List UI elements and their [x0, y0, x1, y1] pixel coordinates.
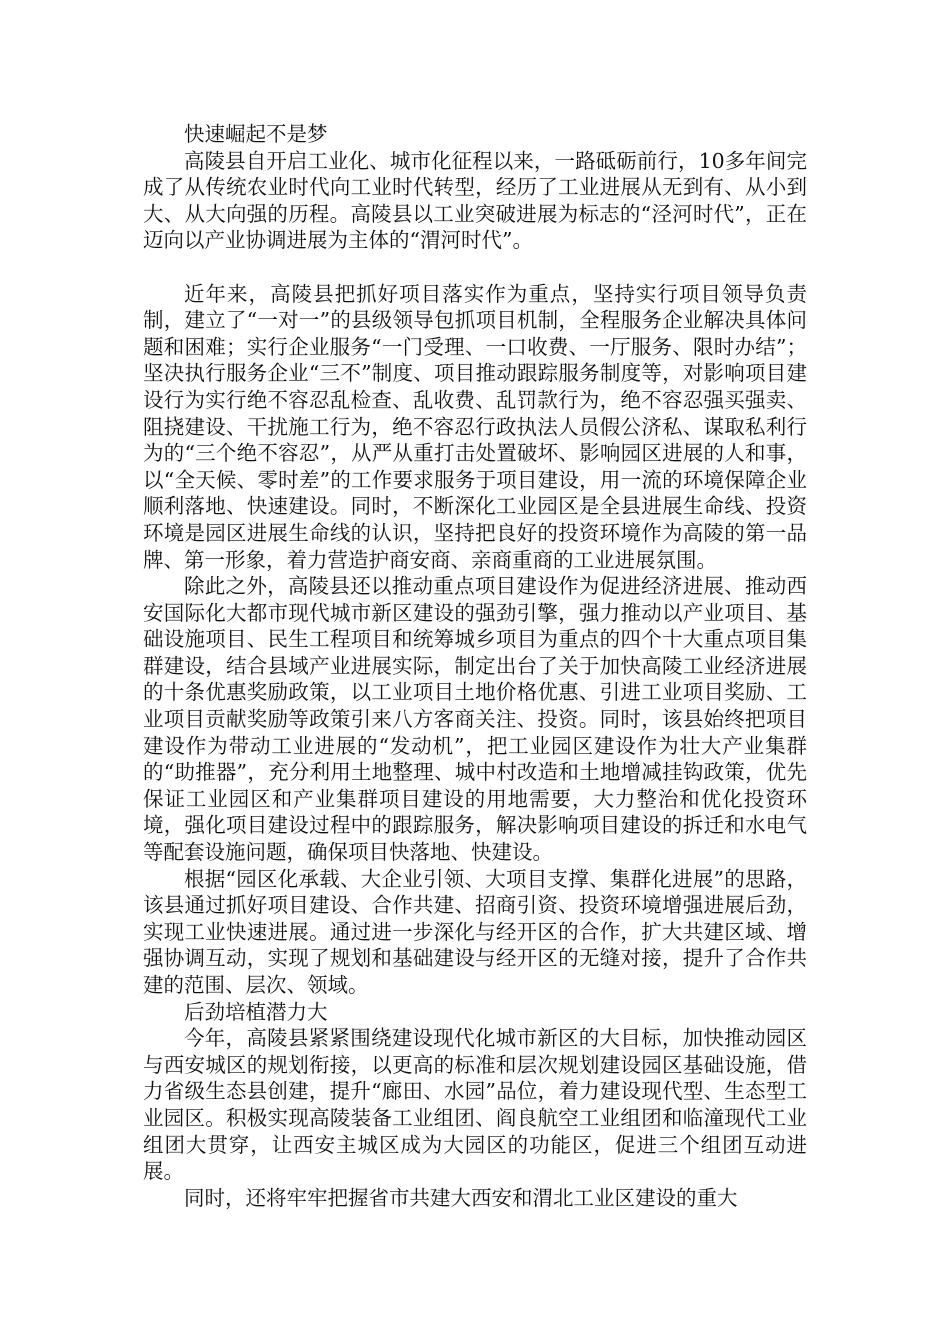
- section-heading-rise: 快速崛起不是梦: [184, 122, 328, 146]
- paragraph-intro: 高陵县自开启工业化、城市化征程以来，一路砥砺前行，10多年间完成了从传统农业时代向工业时代转型，经历了工业进展从无到有、从小到大、从大向强的历程。高陵县以工业突破进展为标志的“泾河时代”，正在迈向以产业协调进展为主体的“渭河时代”。: [143, 148, 807, 253]
- paragraph-spacer: [143, 254, 807, 281]
- paragraph-project-service: 近年来，高陵县把抓好项目落实作为重点，坚持实行项目领导负责制，建立了“一对一”的县级领导包抓项目机制，全程服务企业解决具体问题和困难；实行企业服务“一门受理、一口收费、一厅服务、限时办结”；坚决执行服务企业“三不”制度、项目推动跟踪服务制度等，对影响项目建设行为实行绝不容忍乱检查、乱收费、乱罚款行为，绝不容忍强买强卖、阻挠建设、干扰施工行为，绝不容忍行政执法人员假公济私、谋取私利行为的“三个绝不容忍”，从严从重打击处置破坏、影响园区进展的人和事，以“全天候、零时差”的工作要求服务于项目建设，用一流的环境保障企业顺利落地、快速建设。同时，不断深化工业园区是全县进展生命线、投资环境是园区进展生命线的认识，坚持把良好的投资环境作为高陵的第一品牌、第一形象，着力营造护商安商、亲商重商的工业进展氛围。: [143, 281, 807, 572]
- section-heading-potential: 后劲培植潜力大: [184, 999, 328, 1024]
- paragraph-key-projects: 除此之外，高陵县还以推动重点项目建设作为促进经济进展、推动西安国际化大都市现代城市新区建设的强劲引擎，强力推动以产业项目、基础设施项目、民生工程项目和统筹城乡项目为重点的四个十大重点项目集群建设，结合县域产业进展实际，制定出台了关于加快高陵工业经济进展的十条优惠奖励政策，以工业项目土地价格优惠、引进工业项目奖励、工业项目贡献奖励等政策引来八方客商关注、投资。同时，该县始终把项目建设作为带动工业进展的“发动机”，把工业园区建设作为壮大产业集群的“助推器”，充分利用土地整理、城中村改造和土地增减挂钩政策，优先保证工业园区和产业集群项目建设的用地需要，大力整治和优化投资环境，强化项目建设过程中的跟踪服务，解决影响项目建设的拆迁和水电气等配套设施问题，确保项目快落地、快建设。: [143, 574, 807, 865]
- paragraph-continuation: 同时，还将牢牢把握省市共建大西安和渭北工业区建设的重大: [184, 1185, 738, 1210]
- document-body: [143, 121, 807, 1211]
- paragraph-cooperation: 根据“园区化承载、大企业引领、大项目支撑、集群化进展”的思路，该县通过抓好项目建设、合作共建、招商引资、投资环境增强进展后劲，实现工业快速进展。通过进一步深化与经开区的合作，扩大共建区域、增强协调互动，实现了规划和基础建设与经开区的无缝对接，提升了合作共建的范围、层次、领域。: [143, 866, 807, 997]
- paragraph-planning: 今年，高陵县紧紧围绕建设现代化城市新区的大目标，加快推动园区与西安城区的规划衔接，以更高的标准和层次规划建设园区基础设施，借力省级生态县创建，提升“廊田、水园”品位，着力建设现代型、生态型工业园区。积极实现高陵装备工业组团、阎良航空工业组团和临潼现代工业组团大贯穿，让西安主城区成为大园区的功能区，促进三个组团互动进展。: [143, 1026, 807, 1184]
